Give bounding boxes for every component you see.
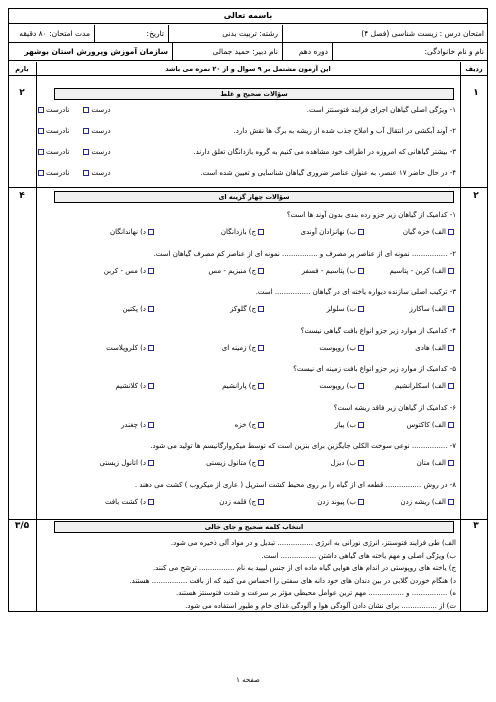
option-label: ب) پیوند زدن	[317, 497, 356, 506]
option-label: الف) ریشه زدن	[400, 497, 446, 506]
fill-blank-item: ه) ................ و ................ مهم ترین عوامل محیطی مؤثر بر سرعت و شدت فتوسنتز هستند.	[176, 589, 456, 597]
true-false-options	[36, 168, 111, 179]
checkbox[interactable]	[83, 149, 89, 155]
checkbox[interactable]	[358, 499, 364, 505]
option[interactable]	[389, 266, 456, 277]
option[interactable]	[206, 458, 266, 469]
option-label: الف) خزه گیان	[402, 228, 446, 236]
option[interactable]	[319, 381, 366, 392]
checkbox[interactable]	[258, 306, 264, 312]
checkbox[interactable]	[38, 149, 44, 155]
checkbox[interactable]	[258, 499, 264, 505]
field-label: رشته: تربیت بدنی	[168, 25, 282, 43]
true-false-options	[36, 126, 111, 137]
row-col-label: ردیف	[465, 65, 483, 73]
option[interactable]	[301, 227, 366, 238]
false-label: نادرست	[46, 148, 70, 156]
option-label: د) کشت بافت	[104, 497, 146, 506]
checkbox[interactable]	[258, 383, 264, 389]
option[interactable]	[417, 458, 456, 469]
checkbox[interactable]	[448, 422, 454, 428]
option-label: ج) زمینه ای	[221, 343, 256, 352]
option-label: د) مس - کربن	[103, 266, 146, 275]
question-text: ۳- بیشتر گیاهانی که امروزه در اطراف خود مشاهده می کنیم به گروه بازدانگان تعلق دارند.	[193, 148, 456, 156]
option[interactable]	[105, 497, 156, 508]
option-label: ج) متانول زیستی	[206, 459, 256, 467]
option-label: الف) متان	[416, 459, 446, 467]
fill-blank-item: د) هنگام خوردن گلابی در بین دندان های خود دانه های سفتی را احساس می کنید که از بافت ................ هستند.	[129, 576, 456, 585]
section-divider-1	[8, 187, 488, 188]
checkbox[interactable]	[448, 345, 454, 351]
true-false-options	[36, 105, 111, 116]
option[interactable]	[317, 497, 366, 508]
score-3: ۳/۵	[14, 521, 30, 531]
question-text: ۴- کدامیک از موارد زیر جزو انواع بافت گیاهی نیست؟	[300, 326, 456, 335]
option[interactable]	[407, 420, 456, 431]
true-label: درست	[91, 169, 111, 177]
false-label: نادرست	[46, 169, 70, 177]
question-text: ۲- ................ نمونه ای از عناصر پر مصرف و ................ نمونه ای از عناصر کم مصرف گیاهان است.	[153, 249, 456, 258]
checkbox[interactable]	[448, 460, 454, 466]
false-label: نادرست	[46, 127, 70, 135]
checkbox[interactable]	[448, 229, 454, 235]
checkbox[interactable]	[358, 422, 364, 428]
checkbox[interactable]	[38, 128, 44, 134]
checkbox[interactable]	[358, 383, 364, 389]
true-label: درست	[91, 106, 111, 114]
date-label: تاریخ:	[94, 25, 168, 43]
option-label: ب) نهانزادان آوندی	[300, 228, 356, 236]
section-1-title: سؤالات صحیح و غلط	[54, 88, 454, 100]
header-row-1	[8, 25, 488, 43]
teacher-label: نام دبیر: حمید جمالی	[172, 43, 282, 61]
option-label: ج) بازدانگان	[220, 228, 256, 236]
checkbox[interactable]	[148, 499, 154, 505]
question-text: ۶- کدامیک از گیاهان زیر فاقد ریشه است؟	[333, 403, 456, 412]
checkbox[interactable]	[148, 229, 154, 235]
option[interactable]	[222, 343, 266, 354]
question-text: ۳- ترکیب اصلی سازنده دیواره یاخته ای در گیاهان ................ است.	[255, 288, 456, 296]
page-footer: صفحه ۱	[236, 676, 260, 684]
option-label: ب) روپوست	[319, 343, 356, 352]
org-label: سازمان آموزش وپرورش استان بوشهر	[24, 47, 168, 56]
options-row	[46, 420, 456, 431]
row-divider	[460, 62, 461, 612]
option[interactable]	[415, 343, 456, 354]
score-1: ۲	[19, 88, 25, 98]
question-text: ۱- کدامیک از گیاهان زیر جزو رده بندی بدون آوند ها است؟	[286, 211, 456, 219]
question-text: ۸- در روش ................ قطعه ای از گیاه را بر روی محیط کشت استریل ( عاری از میکروب ) کشت می دهند .	[134, 480, 456, 489]
false-label: نادرست	[46, 106, 70, 114]
checkbox[interactable]	[148, 306, 154, 312]
question-text: ۵- کدامیک از موارد زیر جزو انواع بافت زمینه ای نیست؟	[293, 365, 456, 373]
options-row	[46, 343, 456, 354]
option[interactable]	[409, 304, 456, 315]
option[interactable]	[235, 420, 266, 431]
option-label: ج) گلوکز	[230, 305, 256, 313]
option[interactable]	[221, 227, 266, 238]
option[interactable]	[104, 266, 156, 277]
intro-text: این آزمون مشتمل بر ۹ سوال و از ۲۰ نمره می باشد	[165, 65, 331, 73]
true-label: درست	[91, 148, 111, 156]
question-text: ۲- آوند آبکشی در انتقال آب و املاح جذب شده از ریشه به برگ ها نقش دارد.	[233, 127, 456, 135]
checkbox[interactable]	[38, 107, 44, 113]
option-label: د) کلانشیم	[115, 382, 146, 390]
fill-blank-item: ب) ویژگی اصلی و مهم یاخته های گیاهی داشتن ................ است.	[261, 551, 456, 560]
checkbox[interactable]	[358, 229, 364, 235]
true-false-options	[36, 147, 111, 158]
row-number-3: ۳	[473, 521, 479, 531]
checkbox[interactable]	[83, 128, 89, 134]
option-label: الف) کاکتوس	[406, 420, 446, 429]
checkbox[interactable]	[38, 170, 44, 176]
checkbox[interactable]	[258, 268, 264, 274]
option-label: ج) منیزیم - مس	[208, 266, 256, 275]
option[interactable]	[219, 497, 266, 508]
checkbox[interactable]	[448, 499, 454, 505]
option-label: ج) قلمه زدن	[219, 497, 256, 506]
option[interactable]	[110, 227, 156, 238]
options-row	[46, 266, 456, 277]
option-label: ب) روپوست	[319, 382, 356, 390]
row-number-2: ۲	[473, 191, 479, 201]
checkbox[interactable]	[358, 460, 364, 466]
options-row	[46, 497, 456, 508]
checkbox[interactable]	[358, 345, 364, 351]
section-3-title: انتخاب کلمه صحیح و جای خالی	[54, 521, 454, 533]
question-text: ۱- ویژگی اصلی گیاهان اجرای فرایند فتوسنتز است.	[306, 106, 456, 114]
duration-label: مدت امتحان: ۸۰ دقیقه	[19, 29, 90, 38]
score-2: ۴	[19, 191, 25, 201]
option[interactable]	[319, 343, 366, 354]
option[interactable]	[106, 343, 156, 354]
column-header	[8, 62, 488, 76]
checkbox[interactable]	[258, 345, 264, 351]
question-text: ۷- ................ نوعی سوخت الکلی جایگزین برای بنزین است که توسط میکروارگانیسم ها تولید می شود.	[150, 442, 456, 450]
checkbox[interactable]	[258, 229, 264, 235]
option-label: د) پکتین	[122, 305, 146, 313]
option-label: د) نهاندانگان	[109, 228, 146, 236]
page-title: باسمه تعالی	[8, 8, 488, 24]
option-label: الف) ساکارز	[409, 305, 446, 313]
option[interactable]	[230, 304, 266, 315]
score-col-label: بارم	[15, 65, 29, 73]
option[interactable]	[123, 304, 156, 315]
option-label: د) چغندر	[121, 420, 146, 429]
option[interactable]	[121, 420, 156, 431]
option-label: ج) پارانشیم	[222, 382, 256, 390]
question-text: ۴- در حال حاضر ۱۷ عنصر، به عنوان عناصر ضروری گیاهان شناسایی و تعیین شده است.	[200, 169, 456, 177]
option[interactable]	[302, 266, 366, 277]
checkbox[interactable]	[448, 306, 454, 312]
checkbox[interactable]	[358, 306, 364, 312]
options-row	[46, 227, 456, 238]
fill-blank-item: الف) طی فرایند فتوسنتز، انرژی نورانی به انرژی ................ تبدیل و در مواد آلی ذخیره می شود.	[170, 539, 456, 547]
checkbox[interactable]	[148, 422, 154, 428]
name-label: نام و نام خانوادگی:	[332, 43, 488, 61]
period-label: دوره دهم	[282, 43, 332, 61]
option[interactable]	[222, 381, 266, 392]
option[interactable]	[100, 458, 157, 469]
option-label: ج) خزه	[234, 420, 256, 429]
option[interactable]	[327, 304, 366, 315]
option-label: ب) پتاسیم - فسفر	[301, 266, 356, 275]
score-divider	[36, 62, 37, 612]
option-label: د) اتانول زیستی	[99, 459, 146, 467]
section-divider-2	[8, 519, 488, 520]
checkbox[interactable]	[448, 383, 454, 389]
row-number-1: ۱	[473, 88, 479, 98]
option-label: ب) دیزل	[330, 459, 356, 467]
checkbox[interactable]	[148, 268, 154, 274]
checkbox[interactable]	[148, 345, 154, 351]
option-label: ب) سلولز	[326, 305, 356, 313]
fill-blank-item: ت) از ................ برای نشان دادن آلودگی هوا و آلودگی غذای خام و طیور استفاده می شود.	[185, 601, 456, 610]
option[interactable]	[403, 227, 456, 238]
section-2-title: سؤالات چهار گزینه ای	[54, 191, 454, 203]
option-label: الف) هادی	[415, 343, 446, 352]
checkbox[interactable]	[83, 107, 89, 113]
option-label: د) کلروپلاست	[106, 343, 146, 352]
option[interactable]	[208, 266, 266, 277]
true-label: درست	[91, 127, 111, 135]
exam-label: امتحان درس : زیست شناسی (فصل ۴)	[282, 25, 488, 43]
checkbox[interactable]	[258, 460, 264, 466]
option[interactable]	[395, 381, 456, 392]
checkbox[interactable]	[148, 460, 154, 466]
option[interactable]	[335, 420, 366, 431]
checkbox[interactable]	[83, 170, 89, 176]
options-row	[46, 304, 456, 315]
option[interactable]	[330, 458, 366, 469]
option-label: ب) پیاز	[334, 420, 356, 429]
option-label: الف) اسکلرانشیم	[394, 382, 446, 390]
option-label: الف) کربن - پتاسیم	[389, 266, 446, 275]
option[interactable]	[115, 381, 156, 392]
fill-blank-item: ج) یاخته های روپوستی در اندام های هوایی گیاه ماده ای از جنس لیپید به نام ................ ترشح می کنند.	[152, 564, 456, 572]
option[interactable]	[401, 497, 456, 508]
header-row-2	[8, 43, 488, 61]
options-row	[46, 381, 456, 392]
checkbox[interactable]	[148, 383, 154, 389]
checkbox[interactable]	[258, 422, 264, 428]
checkbox[interactable]	[448, 268, 454, 274]
checkbox[interactable]	[358, 268, 364, 274]
options-row	[46, 458, 456, 469]
